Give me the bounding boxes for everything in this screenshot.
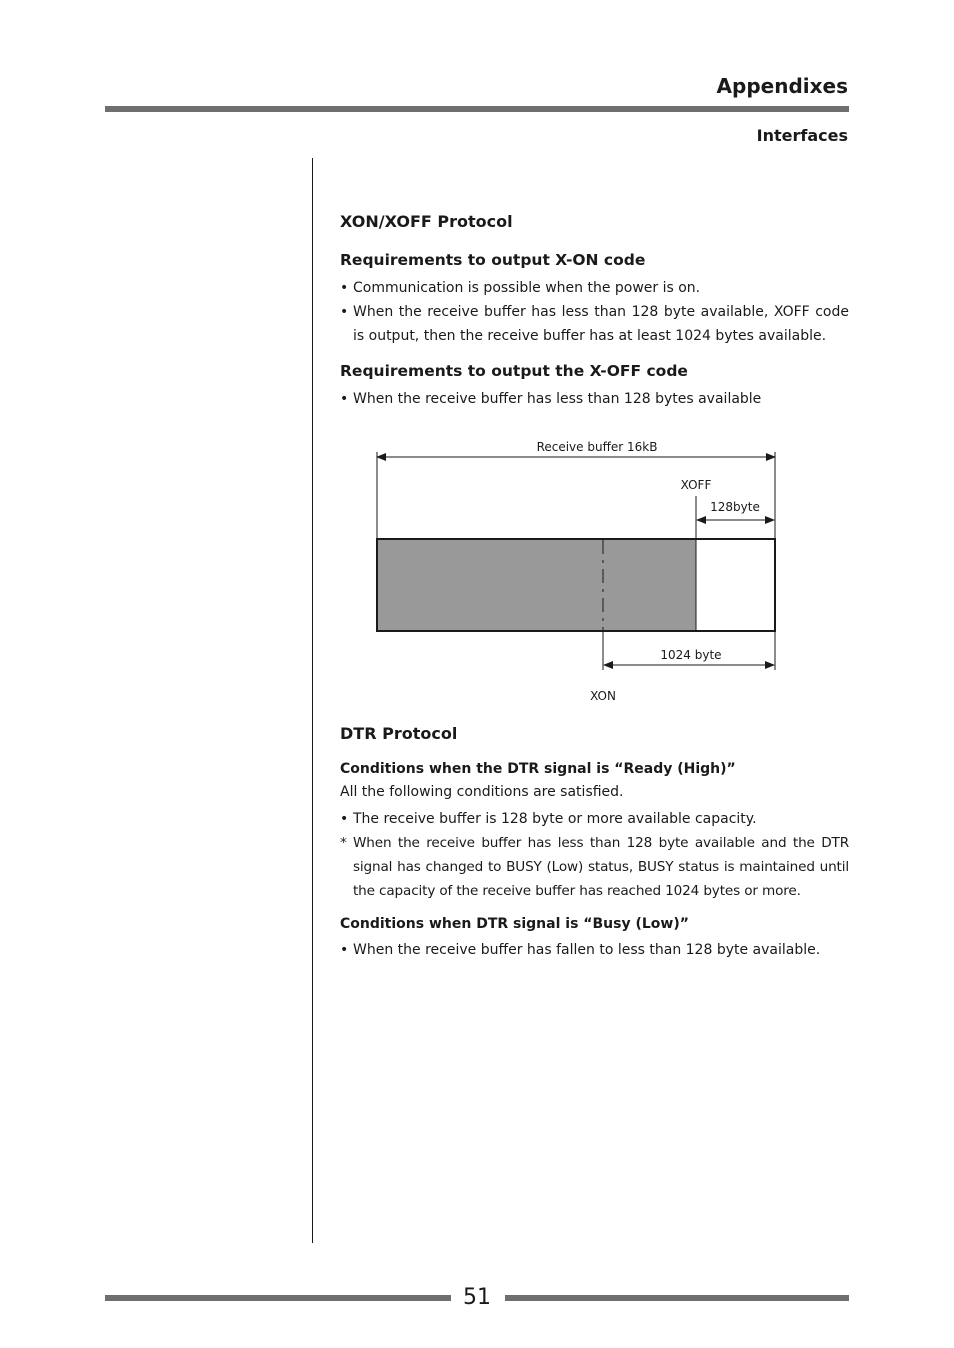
bullet-mark: • [340,811,349,827]
note-mark: * [340,835,347,851]
list-item: • When the receive buffer has fallen to less than 128 byte available. [340,942,821,958]
list-item: • When the receive buffer has less than 128 byte available, XOFF code is output, then the receive buffer has at least 1024 bytes available. [340,304,849,344]
dtr-ready-list [340,807,849,903]
list-item: • When the receive buffer has less than 128 bytes available [340,391,762,407]
list-item [340,807,849,831]
header-rule [105,106,849,112]
section-label: Interfaces [756,126,848,145]
receive-buffer-diagram [360,430,800,715]
xon-requirements-heading: Requirements to output X-ON code [340,251,646,269]
dtr-ready-intro: All the following conditions are satisfied. [340,784,624,800]
list-item-text: The receive buffer is 128 byte or more available capacity. [353,811,757,827]
list-item-text: When the receive buffer has fallen to less than 128 byte available. [353,942,821,958]
used-buffer-area [377,539,696,631]
list-item: • Communication is possible when the power is on. [340,280,701,296]
xon-size-label: 1024 byte [660,648,722,662]
dtr-busy-heading: Conditions when DTR signal is “Busy (Low)” [340,916,689,932]
dtr-busy-list [340,938,849,962]
xoff-label: XOFF [680,478,712,492]
list-item-text: When the receive buffer has less than 128 bytes available [353,391,762,407]
xon-xoff-heading: XON/XOFF Protocol [340,212,513,231]
footer-rule-left [105,1295,451,1301]
xoff-requirements-heading: Requirements to output the X-OFF code [340,362,688,380]
xon-label: XON [590,689,616,703]
margin-divider [312,158,313,1243]
list-item-text: When the receive buffer has less than 128 byte available, XOFF code is output, then the receive buffer has at least 1024 bytes available. [353,304,849,344]
dtr-heading: DTR Protocol [340,724,458,743]
buffer-size-label: Receive buffer 16kB [536,440,658,454]
xoff-size-label: 128byte [710,500,760,514]
note-text: When the receive buffer has less than 128 byte available and the DTR signal has changed to BUSY (Low) status, BUSY status is maintained until the capacity of the receive buffer has reached 1024 bytes or more. [353,835,849,899]
note-item [340,831,849,903]
footer-rule-right [505,1295,849,1301]
page-header-title: Appendixes [716,74,848,98]
list-item-text: Communication is possible when the power is on. [353,280,701,296]
xon-requirements-list [340,276,849,348]
dtr-ready-heading: Conditions when the DTR signal is “Ready (High)” [340,761,736,777]
xoff-requirements-list [340,387,849,411]
page-number: 51 [463,1285,491,1310]
